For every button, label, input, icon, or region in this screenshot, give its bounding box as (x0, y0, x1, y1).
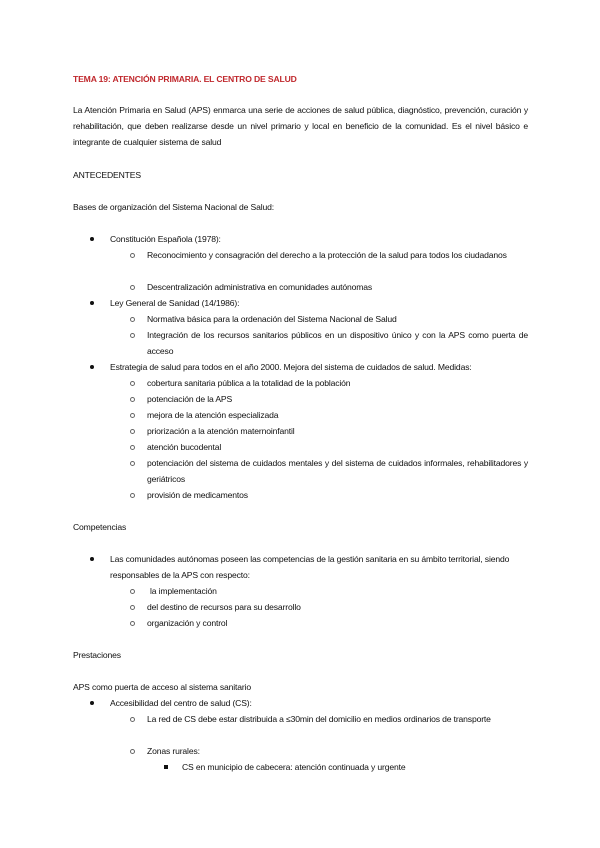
bullet-icon (90, 237, 94, 241)
circle-bullet-icon (130, 621, 135, 626)
bullet-icon (90, 557, 94, 561)
sub-list-item: mejora de la atención especializada (147, 407, 528, 423)
list-item: Estrategia de salud para todos en el año 2000. Mejora del sistema de cuidados de salud. Medidas: (110, 359, 540, 375)
circle-bullet-icon (130, 285, 135, 290)
circle-bullet-icon (130, 253, 135, 258)
bullet-icon (90, 365, 94, 369)
circle-bullet-icon (130, 397, 135, 402)
sub-list-item: La red de CS debe estar distribuida a ≤30min del domicilio en medios ordinarios de transporte (147, 711, 528, 727)
sub-list-item: organización y control (147, 615, 528, 631)
list-item: Las comunidades autónomas poseen las competencias de la gestión sanitaria en su ámbito territorial, siendo responsables de la APS con respecto: (110, 551, 528, 583)
sub-list-item: Integración de los recursos sanitarios públicos en un dispositivo único y con la APS como puerta de acceso (147, 327, 528, 359)
sub-list-item: la implementación (147, 583, 528, 599)
section-heading-prestaciones: Prestaciones (73, 650, 121, 660)
sub-list-item: cobertura sanitaria pública a la totalidad de la población (147, 375, 528, 391)
antecedentes-subheading: Bases de organización del Sistema Nacional de Salud: (73, 202, 274, 212)
sub-list-item: potenciación de la APS (147, 391, 528, 407)
list-item: Accesibilidad del centro de salud (CS): (110, 695, 528, 711)
sub-list-item: del destino de recursos para su desarrollo (147, 599, 528, 615)
intro-paragraph: La Atención Primaria en Salud (APS) enmarca una serie de acciones de salud pública, diagnóstico, prevención, curación y rehabilitación, que deben realizarse desde un nivel primario y local en beneficio de la comunidad. Es el nivel básico e integrante de cualquier sistema de salud (73, 105, 528, 147)
circle-bullet-icon (130, 605, 135, 610)
sub-list-item: Descentralización administrativa en comunidades autónomas (147, 279, 528, 295)
circle-bullet-icon (130, 461, 135, 466)
circle-bullet-icon (130, 749, 135, 754)
circle-bullet-icon (130, 333, 135, 338)
sub-list-item: Normativa básica para la ordenación del Sistema Nacional de Salud (147, 311, 528, 327)
document-title: TEMA 19: ATENCIÓN PRIMARIA. EL CENTRO DE SALUD (73, 74, 297, 84)
circle-bullet-icon (130, 493, 135, 498)
bullet-icon (90, 301, 94, 305)
sub-list-item: atención bucodental (147, 439, 528, 455)
sub-list-item: Reconocimiento y consagración del derecho a la protección de la salud para todos los ciudadanos (147, 247, 528, 263)
section-heading-competencias: Competencias (73, 522, 127, 532)
square-bullet-icon (164, 765, 168, 769)
list-item: Constitución Española (1978): (110, 231, 528, 247)
list-item: Ley General de Sanidad (14/1986): (110, 295, 528, 311)
bullet-icon (90, 701, 94, 705)
prestaciones-subheading: APS como puerta de acceso al sistema sanitario (73, 682, 251, 692)
section-heading-antecedentes: ANTECEDENTES (73, 170, 141, 180)
circle-bullet-icon (130, 589, 135, 594)
circle-bullet-icon (130, 413, 135, 418)
circle-bullet-icon (130, 317, 135, 322)
sub-sub-list-item: CS en municipio de cabecera: atención continuada y urgente (182, 759, 528, 775)
circle-bullet-icon (130, 429, 135, 434)
sub-list-item: priorización a la atención maternoinfantil (147, 423, 528, 439)
sub-list-item: provisión de medicamentos (147, 487, 528, 503)
circle-bullet-icon (130, 381, 135, 386)
circle-bullet-icon (130, 445, 135, 450)
sub-list-item: potenciación del sistema de cuidados mentales y del sistema de cuidados informales, rehabilitadores y geriátricos (147, 455, 528, 487)
sub-list-item: Zonas rurales: (147, 743, 528, 759)
circle-bullet-icon (130, 717, 135, 722)
